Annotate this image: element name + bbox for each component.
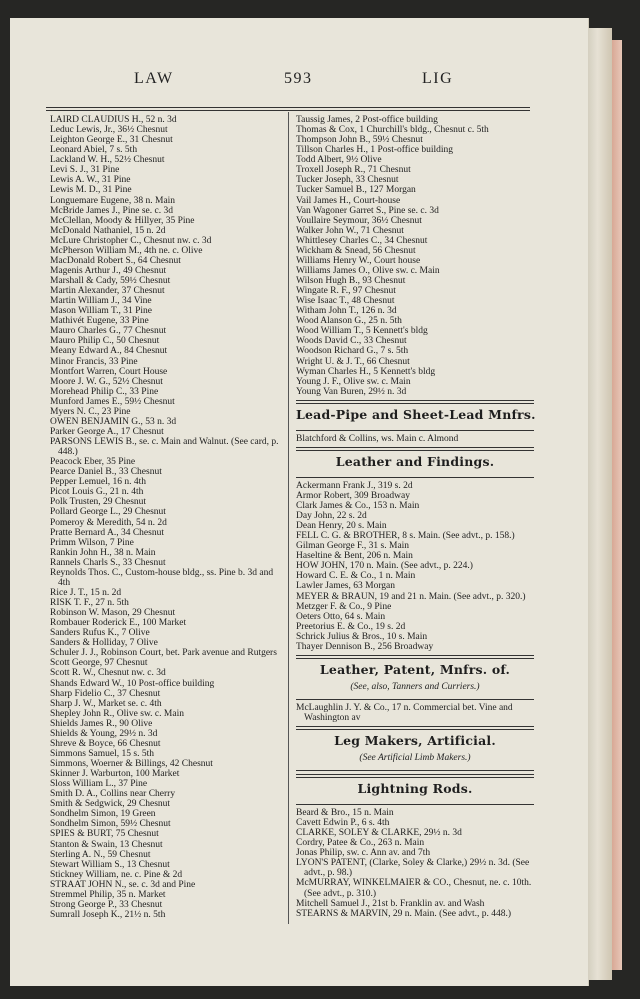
directory-entry: Sondhelm Simon, 59½ Chesnut — [50, 819, 171, 830]
directory-entry: CLARKE, SOLEY & CLARKE, 29½ n. 3d — [296, 828, 462, 839]
directory-entry: Stickney William, ne. c. Pine & 2d — [50, 869, 183, 880]
directory-entry: Skinner J. Warburton, 100 Market — [50, 769, 180, 780]
directory-entry: McBride James J., Pine se. c. 3d — [50, 205, 173, 216]
directory-entry: Whittlesey Charles C., 34 Chesnut — [296, 235, 428, 246]
directory-entry: MEYER & BRAUN, 19 and 21 n. Main. (See advt., p. 320.) — [296, 591, 526, 602]
directory-entry: Wood William T., 5 Kennett's bldg — [296, 326, 428, 337]
directory-entry: Leduc Lewis, Jr., 36½ Chesnut — [50, 125, 168, 136]
directory-entry: HOW JOHN, 170 n. Main. (See advt., p. 224.) — [296, 561, 473, 572]
directory-entry: Jonas Philip, sw. c. Ann av. and 7th — [296, 848, 431, 859]
directory-entry: Pearce Daniel B., 33 Chesnut — [50, 467, 162, 478]
directory-entry: Picot Louis G., 21 n. 4th — [50, 487, 144, 498]
section-heading: Leather and Findings. — [335, 453, 495, 469]
directory-entry: FELL C. G. & BROTHER, 8 s. Main. (See advt., p. 158.) — [296, 531, 515, 542]
directory-entry: Woodson Richard G., 7 s. 5th — [296, 346, 409, 357]
section-rule-single — [296, 699, 534, 700]
directory-entry: Pepper Lemuel, 16 n. 4th — [50, 477, 147, 488]
directory-entry: Preetorius E. & Co., 19 s. 2d — [296, 621, 406, 632]
directory-entry: Thomas & Cox, 1 Churchill's bldg., Chesnut c. 5th — [296, 125, 489, 136]
directory-entry: Shields James R., 90 Olive — [50, 718, 153, 729]
directory-entry: Van Wagoner Garret S., Pine se. c. 3d — [296, 205, 439, 216]
directory-entry: Oeters Otto, 64 s. Main — [296, 611, 386, 622]
directory-entry: Vail James H., Court-house — [296, 195, 401, 206]
page-edge — [588, 28, 612, 980]
directory-entry: Schrick Julius & Bros., 10 s. Main — [296, 631, 428, 642]
directory-entry: Minor Francis, 33 Pine — [50, 356, 138, 367]
directory-entry: Longuemare Eugene, 38 n. Main — [50, 195, 176, 206]
section-subheading: (See Artificial Limb Makers.) — [359, 753, 471, 763]
directory-entry: Mauro Charles G., 77 Chesnut — [50, 326, 167, 337]
directory-entry: Sharp Fidelio C., 37 Chesnut — [50, 688, 161, 699]
directory-entry: LYON'S PATENT, (Clarke, Soley & Clarke,) 29½ n. 3d. (See advt., p. 98.) — [296, 858, 530, 879]
directory-entry: Rombauer Roderick E., 100 Market — [50, 618, 187, 629]
directory-entry: Wilson Hugh B., 93 Chesnut — [296, 276, 406, 286]
directory-entry: Lawler James, 63 Morgan — [296, 581, 396, 592]
directory-entry: Thompson John B., 59½ Chesnut — [296, 135, 423, 146]
directory-entry: Mauro Philip C., 50 Chesnut — [50, 336, 160, 347]
directory-entry: Woods David C., 33 Chesnut — [296, 336, 407, 347]
directory-entry: Rannels Charls S., 33 Chesnut — [50, 557, 166, 568]
directory-entry: Lewis A. W., 31 Pine — [50, 175, 131, 186]
directory-entry: Lackland W. H., 52½ Chesnut — [50, 155, 165, 166]
directory-entry: Wise Isaac T., 48 Chesnut — [296, 296, 395, 307]
directory-entry: Peacock Eber, 35 Pine — [50, 457, 136, 468]
header-rule-top — [46, 107, 530, 108]
directory-entry: McLure Christopher C., Chesnut nw. c. 3d — [50, 235, 212, 246]
directory-entry: Mathivét Eugene, 33 Pine — [50, 316, 149, 327]
directory-entry: Pollard George L., 29 Chesnut — [50, 507, 166, 518]
directory-entry: Schuler J. J., Robinson Court, bet. Park avenue and Rutgers — [50, 648, 277, 659]
directory-entry: Thayer Dennison B., 256 Broadway — [296, 641, 434, 652]
section-heading: Leather, Patent, Mnfrs. of. — [319, 661, 511, 677]
directory-entry: Metzger F. & Co., 9 Pine — [296, 601, 392, 612]
directory-entry: Shands Edward W., 10 Post-office building — [50, 678, 215, 689]
directory-entry: Sharp J. W., Market se. c. 4th — [50, 698, 162, 709]
directory-entry: McDonald Nathaniel, 15 n. 2d — [50, 225, 166, 236]
directory-entry: Smith D. A., Collins near Cherry — [50, 789, 176, 800]
directory-entry: Robinson W. Mason, 29 Chesnut — [50, 608, 176, 619]
directory-entry: Tucker Samuel B., 127 Morgan — [296, 185, 416, 196]
directory-entry: Lewis M. D., 31 Pine — [50, 185, 132, 196]
directory-entry: Marshall & Cady, 59½ Chesnut — [50, 276, 171, 286]
directory-entry: Polk Trusten, 29 Chesnut — [50, 497, 147, 508]
page-header — [10, 70, 588, 96]
directory-entry: Parker George A., 17 Chesnut — [50, 426, 164, 437]
directory-entry: Leonard Abiel, 7 s. 5th — [50, 145, 138, 156]
directory-entry: Munford James E., 59½ Chesnut — [50, 396, 175, 407]
section-rule-single — [296, 477, 534, 478]
directory-entry: McPherson William M., 4th ne. c. Olive — [50, 245, 203, 256]
directory-entry: Rankin John H., 38 n. Main — [50, 547, 156, 558]
directory-entry: Simmons, Woerner & Billings, 42 Chesnut — [50, 759, 213, 769]
directory-entry: Wingate R. F., 97 Chesnut — [296, 286, 396, 297]
directory-entry: Sterling A. N., 59 Chesnut — [50, 849, 151, 860]
directory-entry: Tucker Joseph, 33 Chesnut — [296, 175, 399, 186]
directory-entry: Smith & Sedgwick, 29 Chesnut — [50, 799, 171, 810]
section-subheading: (See, also, Tanners and Curriers.) — [350, 681, 480, 692]
directory-entry: Wood Alanson G., 25 n. 5th — [296, 316, 402, 327]
directory-entry: Witham John T., 126 n. 3d — [296, 306, 397, 317]
directory-entry: Stanton & Swain, 13 Chesnut — [50, 839, 163, 850]
directory-entry: Clark James & Co., 153 n. Main — [296, 500, 420, 511]
directory-entry: Armor Robert, 309 Broadway — [296, 490, 410, 501]
directory-entry: SPIES & BURT, 75 Chesnut — [50, 829, 159, 840]
directory-entry: McMURRAY, WINKELMAIER & CO., Chesnut, ne. c. 10th. (See advt., p. 310.) — [296, 878, 532, 899]
directory-entry: Scott R. W., Chesnut nw. c. 3d — [50, 668, 166, 679]
section-heading: Lightning Rods. — [357, 781, 473, 796]
directory-entry: Levi S. J., 31 Pine — [50, 165, 120, 176]
directory-entry: Shreve & Boyce, 66 Chesnut — [50, 738, 161, 749]
directory-entry: Primm Wilson, 7 Pine — [50, 537, 134, 548]
directory-entry: Beard & Bro., 15 n. Main — [296, 808, 394, 818]
directory-entry: Strong George P., 33 Chesnut — [50, 899, 163, 910]
directory-entry: Haseltine & Bent, 206 n. Main — [296, 551, 413, 562]
directory-entry: Dean Henry, 20 s. Main — [296, 521, 387, 532]
directory-entry: Moore J. W. G., 52½ Chesnut — [50, 376, 163, 387]
directory-entry: Sanders Rufus K., 7 Olive — [50, 628, 150, 639]
directory-entry: Ackermann Frank J., 319 s. 2d — [296, 480, 413, 491]
directory-entry: Taussig James, 2 Post-office building — [296, 115, 438, 125]
directory-entry: Troxell Joseph R., 71 Chesnut — [296, 165, 411, 176]
page-edge-red — [612, 40, 622, 970]
directory-entry: PARSONS LEWIS B., se. c. Main and Walnut. (See card, p. 448.) — [50, 437, 279, 458]
directory-entry: McClellan, Moody & Hillyer, 35 Pine — [50, 215, 195, 226]
header-left-word: LAW — [134, 70, 174, 87]
directory-entry: Martin Alexander, 37 Chesnut — [50, 286, 165, 297]
directory-entry: Rice J. T., 15 n. 2d — [50, 587, 122, 598]
directory-entry: Simmons Samuel, 15 s. 5th — [50, 748, 154, 759]
directory-entry: Sanders & Holliday, 7 Olive — [50, 638, 158, 649]
directory-entry: LAIRD CLAUDIUS H., 52 n. 3d — [50, 115, 177, 125]
directory-entry: Sloss William L., 37 Pine — [50, 779, 148, 790]
section-rule-single — [296, 430, 534, 431]
directory-entry: Wickham & Snead, 56 Chesnut — [296, 245, 416, 256]
directory-entry: Gilman George F., 31 s. Main — [296, 541, 410, 552]
directory-entry: Pomeroy & Meredith, 54 n. 2d — [50, 517, 167, 528]
header-rule-bottom — [46, 110, 530, 111]
column-divider — [288, 112, 289, 924]
directory-entry: Scott George, 97 Chesnut — [50, 658, 148, 669]
directory-entry: Cordry, Patee & Co., 263 n. Main — [296, 838, 425, 849]
directory-entry: Pratte Bernard A., 34 Chesnut — [50, 527, 164, 538]
directory-entry: RISK T. F., 27 n. 5th — [50, 598, 129, 608]
directory-entry: Myers N. C., 23 Pine — [50, 406, 131, 417]
directory-entry: Stremmel Philip, 35 n. Market — [50, 889, 166, 900]
directory-entry: Shepley John R., Olive sw. c. Main — [50, 708, 184, 719]
directory-entry: Voullaire Seymour, 36½ Chesnut — [296, 215, 422, 226]
directory-entry: Magenis Arthur J., 49 Chesnut — [50, 265, 167, 276]
directory-entry: Stewart William S., 13 Chesnut — [50, 859, 170, 870]
directory-entry: Young Van Buren, 29½ n. 3d — [296, 386, 407, 397]
directory-entry: Tillson Charles H., 1 Post-office building — [296, 145, 454, 156]
section-heading: Lead-Pipe and Sheet-Lead Mnfrs. — [296, 406, 536, 422]
directory-entry: Sondhelm Simon, 19 Green — [50, 809, 156, 820]
directory-entry: Williams James O., Olive sw. c. Main — [296, 265, 440, 276]
directory-entry: MacDonald Robert S., 64 Chesnut — [50, 255, 181, 266]
directory-entry: STEARNS & MARVIN, 29 n. Main. (See advt., p. 448.) — [296, 908, 512, 919]
directory-entry: Howard C. E. & Co., 1 n. Main — [296, 571, 416, 582]
left-column — [50, 115, 286, 920]
directory-entry: Blatchford & Collins, ws. Main c. Almond — [296, 433, 459, 444]
directory-entry: Meany Edward A., 84 Chesnut — [50, 346, 168, 357]
directory-entry: Walker John W., 71 Chesnut — [296, 225, 404, 236]
page-number: 593 — [284, 70, 313, 87]
directory-entry: Wyman Charles H., 5 Kennett's bldg — [296, 366, 436, 377]
section-rule-single — [296, 770, 534, 771]
directory-page — [10, 18, 589, 986]
directory-entry: McLaughlin J. Y. & Co., 17 n. Commercial bet. Vine and Washington av — [296, 702, 513, 723]
directory-entry: OWEN BENJAMIN G., 53 n. 3d — [50, 416, 177, 427]
section-heading: Leg Makers, Artificial. — [334, 733, 496, 748]
header-right-word: LIG — [422, 70, 454, 87]
directory-entry: Montfort Warren, Court House — [50, 366, 168, 377]
section-rule-single — [296, 804, 534, 805]
directory-entry: Mason William T., 31 Pine — [50, 306, 153, 317]
directory-entry: Wright U. & J. T., 66 Chesnut — [296, 356, 410, 367]
directory-entry: Leighton George E., 31 Chesnut — [50, 135, 173, 146]
directory-entry: Mitchell Samuel J., 21st b. Franklin av. and Wash — [296, 898, 485, 909]
directory-entry: Todd Albert, 9½ Olive — [296, 155, 382, 166]
directory-entry: Williams Henry W., Court house — [296, 255, 421, 266]
directory-entry: Martin William J., 34 Vine — [50, 296, 152, 307]
right-column — [296, 115, 534, 919]
directory-entry: Morehead Philip C., 33 Pine — [50, 386, 159, 397]
directory-entry: Day John, 22 s. 2d — [296, 511, 367, 521]
directory-entry: Young J. F., Olive sw. c. Main — [296, 376, 411, 387]
directory-entry: Shields & Young, 29½ n. 3d — [50, 728, 158, 739]
directory-entry: STRAAT JOHN N., se. c. 3d and Pine — [50, 879, 196, 890]
directory-entry: Reynolds Thos. C., Custom-house bldg., ss. Pine b. 3d and 4th — [50, 567, 274, 588]
directory-entry: Cavett Edwin P., 6 s. 4th — [296, 818, 390, 829]
directory-entry: Sumrall Joseph K., 21½ n. 5th — [50, 909, 166, 920]
